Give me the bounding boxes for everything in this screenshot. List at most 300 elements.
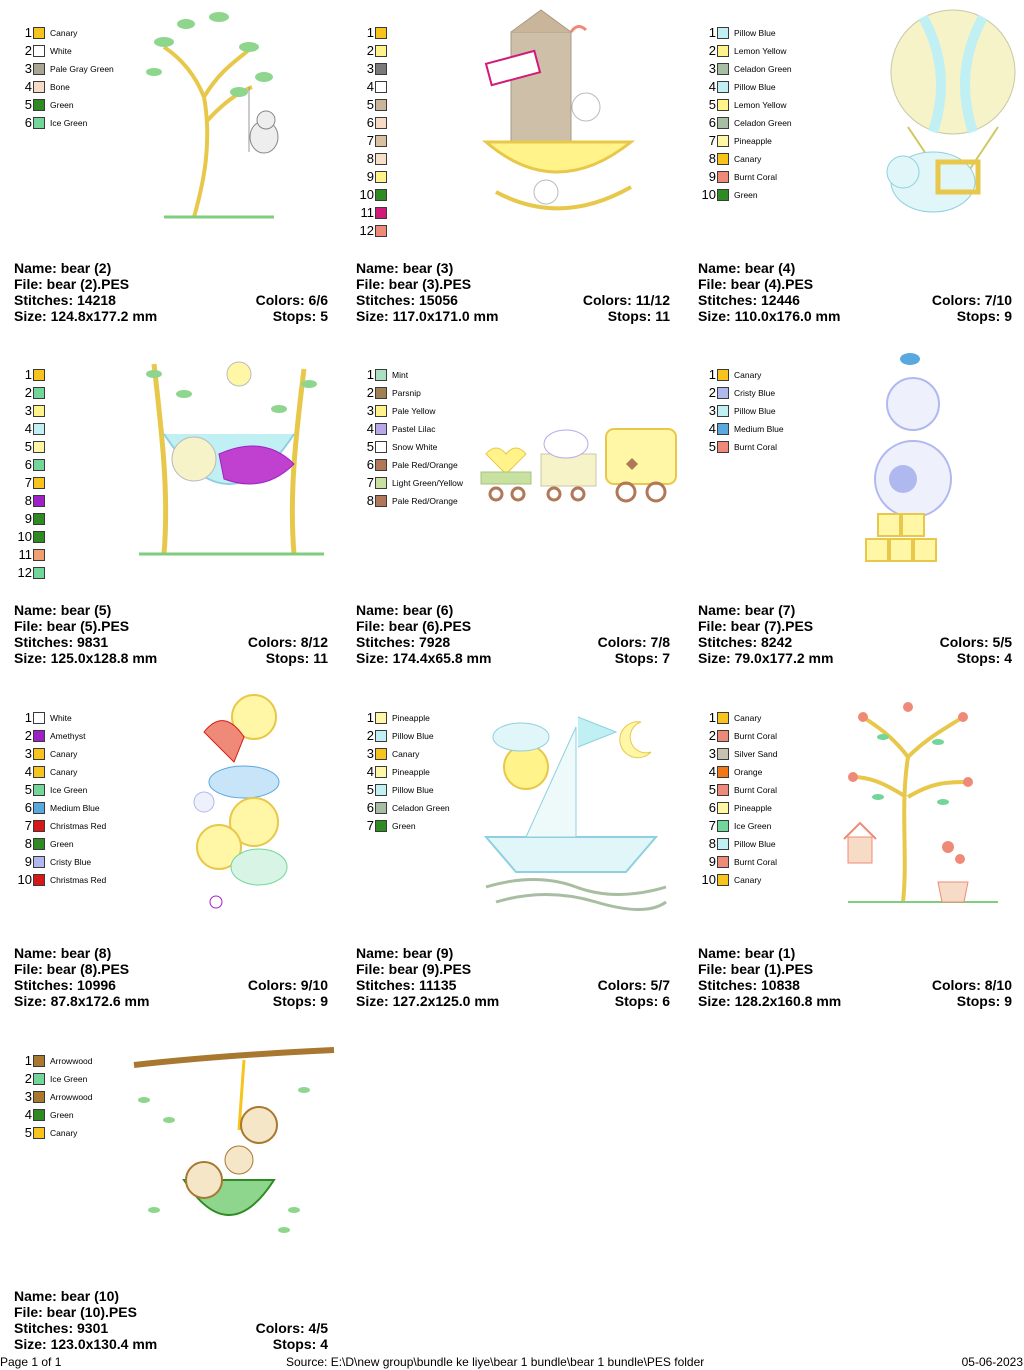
page-number: Page 1 of 1 — [0, 1355, 62, 1369]
palette-number: 1 — [24, 367, 32, 382]
palette-number: 6 — [24, 800, 32, 815]
palette-number: 2 — [366, 385, 374, 400]
stitch-count: 9301 — [77, 1320, 109, 1336]
palette-number: 3 — [24, 403, 32, 418]
color-swatch — [375, 802, 387, 814]
palette-number: 2 — [366, 43, 374, 58]
palette-number: 7 — [24, 818, 32, 833]
color-swatch — [375, 135, 387, 147]
color-swatch — [375, 171, 387, 183]
stitch-count: 7928 — [419, 634, 451, 650]
design-info — [698, 260, 1012, 324]
color-name: Burnt Coral — [734, 172, 777, 182]
stitches-label: Stitches: — [698, 634, 762, 650]
palette-number: 10 — [701, 872, 716, 887]
design-size: 87.8x172.6 mm — [50, 993, 150, 1009]
name-label: Name: — [356, 260, 403, 276]
color-name: Snow White — [392, 442, 438, 452]
color-name: Silver Sand — [734, 749, 778, 759]
colors-value: 8/12 — [300, 634, 328, 650]
design-name: bear (1) — [744, 945, 796, 961]
palette-number: 8 — [24, 836, 32, 851]
palette-number: 7 — [708, 133, 716, 148]
color-name: Parsnip — [392, 388, 421, 398]
colors-value: 8/10 — [984, 977, 1012, 993]
palette-number: 3 — [708, 746, 716, 761]
colors-summary — [583, 292, 670, 308]
color-swatch — [717, 856, 729, 868]
color-name: Canary — [734, 875, 762, 885]
design-card — [698, 687, 1024, 1019]
design-name: bear (3) — [402, 260, 454, 276]
palette-number: 9 — [24, 511, 32, 526]
stops-summary — [608, 308, 670, 324]
design-card — [356, 687, 686, 1019]
palette-number: 1 — [24, 710, 32, 725]
color-swatch — [717, 99, 729, 111]
colors-value: 5/7 — [650, 977, 670, 993]
palette-number: 4 — [24, 79, 32, 94]
palette-number: 8 — [366, 493, 374, 508]
color-swatch — [375, 748, 387, 760]
design-info — [356, 260, 670, 324]
colors-label: Colors: — [255, 1320, 309, 1336]
palette-number: 5 — [24, 97, 32, 112]
design-card — [698, 2, 1024, 334]
color-swatch — [33, 99, 45, 111]
color-swatch — [33, 81, 45, 93]
color-swatch — [717, 153, 729, 165]
palette-number: 4 — [24, 764, 32, 779]
design-preview-image — [466, 687, 686, 937]
color-name: Mint — [392, 370, 409, 380]
design-preview-image — [808, 687, 1024, 937]
stops-value: 9 — [1004, 993, 1012, 1009]
design-preview-image — [466, 2, 686, 252]
palette-number: 2 — [24, 728, 32, 743]
stitches-label: Stitches: — [698, 977, 762, 993]
palette-number: 9 — [24, 854, 32, 869]
palette-number: 1 — [366, 367, 374, 382]
color-swatch — [375, 207, 387, 219]
palette-number: 5 — [708, 782, 716, 797]
name-label: Name: — [698, 602, 745, 618]
name-label: Name: — [698, 945, 745, 961]
palette-number: 1 — [708, 367, 716, 382]
design-info — [356, 602, 670, 666]
color-swatch — [717, 730, 729, 742]
colors-label: Colors: — [597, 977, 651, 993]
palette-number: 6 — [366, 457, 374, 472]
palette-number: 7 — [366, 818, 374, 833]
design-size: 174.4x65.8 mm — [392, 650, 492, 666]
color-swatch — [375, 225, 387, 237]
color-name: Canary — [734, 713, 762, 723]
color-name: Ice Green — [734, 821, 772, 831]
color-name: Bone — [50, 82, 70, 92]
palette-number: 6 — [366, 800, 374, 815]
color-name: Canary — [734, 370, 762, 380]
color-name: Pillow Blue — [392, 731, 434, 741]
palette-number: 2 — [24, 43, 32, 58]
palette-number: 6 — [24, 457, 32, 472]
color-swatch — [33, 459, 45, 471]
color-name: Canary — [50, 1128, 78, 1138]
stitches-label: Stitches: — [14, 292, 78, 308]
color-swatch — [375, 712, 387, 724]
color-swatch — [375, 477, 387, 489]
file-label: File: — [698, 618, 731, 634]
stops-value: 4 — [320, 1336, 328, 1352]
palette-number: 11 — [18, 547, 32, 562]
color-swatch — [33, 513, 45, 525]
design-preview-image — [808, 344, 1024, 594]
color-swatch — [33, 766, 45, 778]
color-swatch — [33, 495, 45, 507]
stops-summary — [273, 308, 328, 324]
color-swatch — [33, 549, 45, 561]
color-name: Green — [50, 1110, 74, 1120]
file-label: File: — [14, 618, 47, 634]
palette-number: 4 — [366, 79, 374, 94]
design-card — [356, 344, 686, 676]
colors-summary — [932, 977, 1012, 993]
color-swatch — [33, 874, 45, 886]
color-swatch — [375, 117, 387, 129]
file-name: bear (2).PES — [46, 276, 130, 292]
palette-number: 6 — [708, 800, 716, 815]
palette-number: 10 — [17, 872, 32, 887]
palette-number: 7 — [366, 133, 374, 148]
file-label: File: — [356, 276, 389, 292]
color-swatch — [33, 387, 45, 399]
color-swatch — [717, 712, 729, 724]
color-swatch — [717, 45, 729, 57]
color-swatch — [33, 1073, 45, 1085]
color-swatch — [33, 838, 45, 850]
color-swatch — [33, 1127, 45, 1139]
stitch-count: 10838 — [761, 977, 800, 993]
stops-label: Stops: — [265, 650, 314, 666]
color-swatch — [717, 117, 729, 129]
file-label: File: — [14, 276, 47, 292]
color-name: Celadon Green — [734, 64, 792, 74]
color-swatch — [375, 495, 387, 507]
size-label: Size: — [14, 308, 51, 324]
color-name: Christmas Red — [50, 821, 107, 831]
color-swatch — [717, 874, 729, 886]
file-name: bear (3).PES — [388, 276, 472, 292]
palette-number: 2 — [708, 728, 716, 743]
color-swatch — [717, 405, 729, 417]
source-path: Source: E:\D\new group\bundle ke liye\bear 1 bundle\bear 1 bundle\PES folder — [286, 1355, 705, 1369]
color-swatch — [717, 189, 729, 201]
stops-label: Stops: — [614, 650, 663, 666]
color-name: Burnt Coral — [734, 442, 777, 452]
file-name: bear (9).PES — [388, 961, 472, 977]
palette-number: 12 — [17, 565, 32, 580]
file-label: File: — [356, 961, 389, 977]
stitches-label: Stitches: — [698, 292, 762, 308]
colors-summary — [248, 634, 328, 650]
palette-number: 3 — [24, 61, 32, 76]
color-name: Pastel Lilac — [392, 424, 436, 434]
color-name: Arrowwood — [50, 1056, 93, 1066]
stops-summary — [957, 993, 1012, 1009]
color-name: Lemon Yellow — [734, 46, 787, 56]
color-swatch — [717, 820, 729, 832]
palette-number: 2 — [708, 385, 716, 400]
color-swatch — [33, 712, 45, 724]
colors-label: Colors: — [597, 634, 651, 650]
stops-value: 11 — [655, 308, 670, 324]
design-preview-image — [124, 687, 344, 937]
palette-number: 3 — [24, 746, 32, 761]
colors-summary — [248, 977, 328, 993]
color-name: Cristy Blue — [50, 857, 92, 867]
color-swatch — [33, 1091, 45, 1103]
colors-value: 5/5 — [992, 634, 1012, 650]
colors-label: Colors: — [931, 292, 985, 308]
color-swatch — [375, 784, 387, 796]
color-swatch — [33, 567, 45, 579]
palette-number: 1 — [708, 25, 716, 40]
palette-number: 4 — [708, 79, 716, 94]
color-swatch — [717, 171, 729, 183]
stops-label: Stops: — [956, 993, 1005, 1009]
size-label: Size: — [698, 993, 735, 1009]
color-swatch — [375, 423, 387, 435]
palette-number: 6 — [24, 115, 32, 130]
stops-value: 7 — [662, 650, 670, 666]
stops-summary — [273, 993, 328, 1009]
design-info — [356, 945, 670, 1009]
color-name: Burnt Coral — [734, 857, 777, 867]
color-name: Celadon Green — [392, 803, 450, 813]
design-size: 117.0x171.0 mm — [392, 308, 499, 324]
name-label: Name: — [14, 602, 61, 618]
design-size: 127.2x125.0 mm — [392, 993, 500, 1009]
palette-number: 3 — [708, 403, 716, 418]
stops-value: 6 — [662, 993, 670, 1009]
stops-label: Stops: — [607, 308, 656, 324]
file-label: File: — [14, 1304, 47, 1320]
stops-summary — [615, 993, 670, 1009]
file-label: File: — [14, 961, 47, 977]
colors-label: Colors: — [255, 292, 309, 308]
color-swatch — [33, 748, 45, 760]
size-label: Size: — [698, 308, 735, 324]
name-label: Name: — [356, 945, 403, 961]
palette-number: 10 — [701, 187, 716, 202]
color-swatch — [33, 27, 45, 39]
stitches-label: Stitches: — [14, 977, 78, 993]
print-date: 05-06-2023 — [961, 1355, 1023, 1369]
palette-number: 3 — [366, 61, 374, 76]
color-name: Pale Red/Orange — [392, 460, 458, 470]
stops-value: 5 — [320, 308, 328, 324]
color-name: Canary — [392, 749, 420, 759]
palette-number: 1 — [24, 25, 32, 40]
colors-label: Colors: — [582, 292, 636, 308]
design-card — [14, 687, 344, 1019]
color-swatch — [375, 153, 387, 165]
palette-number: 7 — [24, 475, 32, 490]
file-name: bear (4).PES — [730, 276, 814, 292]
stops-value: 9 — [320, 993, 328, 1009]
stops-label: Stops: — [272, 1336, 321, 1352]
color-swatch — [717, 387, 729, 399]
size-label: Size: — [14, 993, 51, 1009]
colors-value: 7/10 — [984, 292, 1012, 308]
color-name: Canary — [734, 154, 762, 164]
palette-number: 4 — [366, 764, 374, 779]
color-swatch — [33, 1109, 45, 1121]
color-name: Light Green/Yellow — [392, 478, 464, 488]
color-swatch — [375, 189, 387, 201]
color-name: Pineapple — [734, 803, 772, 813]
palette-number: 4 — [366, 421, 374, 436]
stitch-count: 14218 — [77, 292, 116, 308]
stops-summary — [273, 1336, 328, 1352]
color-name: Burnt Coral — [734, 731, 777, 741]
palette-number: 9 — [708, 854, 716, 869]
colors-value: 7/8 — [650, 634, 670, 650]
colors-summary — [940, 634, 1012, 650]
color-swatch — [717, 369, 729, 381]
color-name: Arrowwood — [50, 1092, 93, 1102]
color-swatch — [33, 477, 45, 489]
colors-value: 6/6 — [308, 292, 328, 308]
color-swatch — [375, 820, 387, 832]
file-name: bear (1).PES — [730, 961, 814, 977]
color-name: Ice Green — [50, 785, 88, 795]
color-swatch — [375, 387, 387, 399]
name-label: Name: — [14, 1288, 61, 1304]
stops-summary — [615, 650, 670, 666]
color-name: Pineapple — [392, 767, 430, 777]
design-preview-image — [124, 1030, 344, 1280]
color-swatch — [717, 748, 729, 760]
color-name: Pillow Blue — [734, 28, 776, 38]
palette-number: 9 — [366, 169, 374, 184]
stops-label: Stops: — [272, 308, 321, 324]
color-swatch — [33, 1055, 45, 1067]
stops-value: 4 — [1004, 650, 1012, 666]
color-name: Pillow Blue — [734, 839, 776, 849]
stops-label: Stops: — [956, 308, 1005, 324]
size-label: Size: — [356, 308, 393, 324]
design-preview-image — [808, 2, 1024, 252]
stitches-label: Stitches: — [356, 292, 420, 308]
palette-number: 8 — [366, 151, 374, 166]
color-swatch — [33, 531, 45, 543]
color-name: White — [50, 713, 72, 723]
design-name: bear (4) — [744, 260, 796, 276]
design-info — [14, 260, 328, 324]
color-swatch — [717, 838, 729, 850]
palette-number: 8 — [24, 493, 32, 508]
stitch-count: 12446 — [761, 292, 800, 308]
stitch-count: 9831 — [77, 634, 109, 650]
colors-summary — [256, 1320, 328, 1336]
color-name: Orange — [734, 767, 763, 777]
design-name: bear (9) — [402, 945, 454, 961]
stitches-label: Stitches: — [14, 634, 78, 650]
color-name: Pillow Blue — [734, 406, 776, 416]
palette-number: 5 — [24, 1125, 32, 1140]
name-label: Name: — [698, 260, 745, 276]
color-swatch — [33, 405, 45, 417]
design-size: 124.8x177.2 mm — [50, 308, 158, 324]
file-label: File: — [356, 618, 389, 634]
design-name: bear (7) — [744, 602, 796, 618]
color-name: Canary — [50, 749, 78, 759]
color-name: Pillow Blue — [734, 82, 776, 92]
design-info — [14, 602, 328, 666]
color-name: Canary — [50, 767, 78, 777]
size-label: Size: — [14, 1336, 51, 1352]
size-label: Size: — [698, 650, 735, 666]
design-size: 125.0x128.8 mm — [50, 650, 158, 666]
colors-value: 11/12 — [635, 292, 670, 308]
colors-summary — [932, 292, 1012, 308]
palette-number: 1 — [708, 710, 716, 725]
color-swatch — [375, 459, 387, 471]
color-swatch — [33, 45, 45, 57]
size-label: Size: — [356, 993, 393, 1009]
stitch-count: 11135 — [419, 977, 457, 993]
colors-label: Colors: — [247, 977, 301, 993]
palette-number: 3 — [24, 1089, 32, 1104]
color-swatch — [375, 766, 387, 778]
stops-value: 9 — [1004, 308, 1012, 324]
stitch-count: 8242 — [761, 634, 793, 650]
color-swatch — [717, 63, 729, 75]
palette-number: 5 — [24, 439, 32, 454]
stops-label: Stops: — [956, 650, 1005, 666]
color-swatch — [33, 63, 45, 75]
color-swatch — [375, 730, 387, 742]
colors-summary — [598, 977, 670, 993]
colors-summary — [256, 292, 328, 308]
design-preview-image — [124, 2, 344, 252]
color-name: Pineapple — [734, 136, 772, 146]
color-swatch — [717, 27, 729, 39]
palette-number: 3 — [708, 61, 716, 76]
palette-number: 1 — [366, 710, 374, 725]
file-name: bear (5).PES — [46, 618, 130, 634]
design-preview-image — [124, 344, 344, 594]
design-info — [698, 602, 1012, 666]
design-card — [698, 344, 1024, 676]
design-name: bear (2) — [60, 260, 112, 276]
stitches-label: Stitches: — [14, 1320, 78, 1336]
palette-number: 1 — [366, 25, 374, 40]
design-card — [14, 2, 344, 334]
palette-number: 6 — [708, 115, 716, 130]
palette-number: 2 — [24, 385, 32, 400]
color-swatch — [33, 117, 45, 129]
color-name: Medium Blue — [734, 424, 784, 434]
size-label: Size: — [356, 650, 393, 666]
palette-number: 4 — [24, 1107, 32, 1122]
palette-number: 5 — [708, 439, 716, 454]
design-card — [14, 344, 344, 676]
design-size: 110.0x176.0 mm — [734, 308, 841, 324]
file-name: bear (8).PES — [46, 961, 130, 977]
color-swatch — [375, 81, 387, 93]
